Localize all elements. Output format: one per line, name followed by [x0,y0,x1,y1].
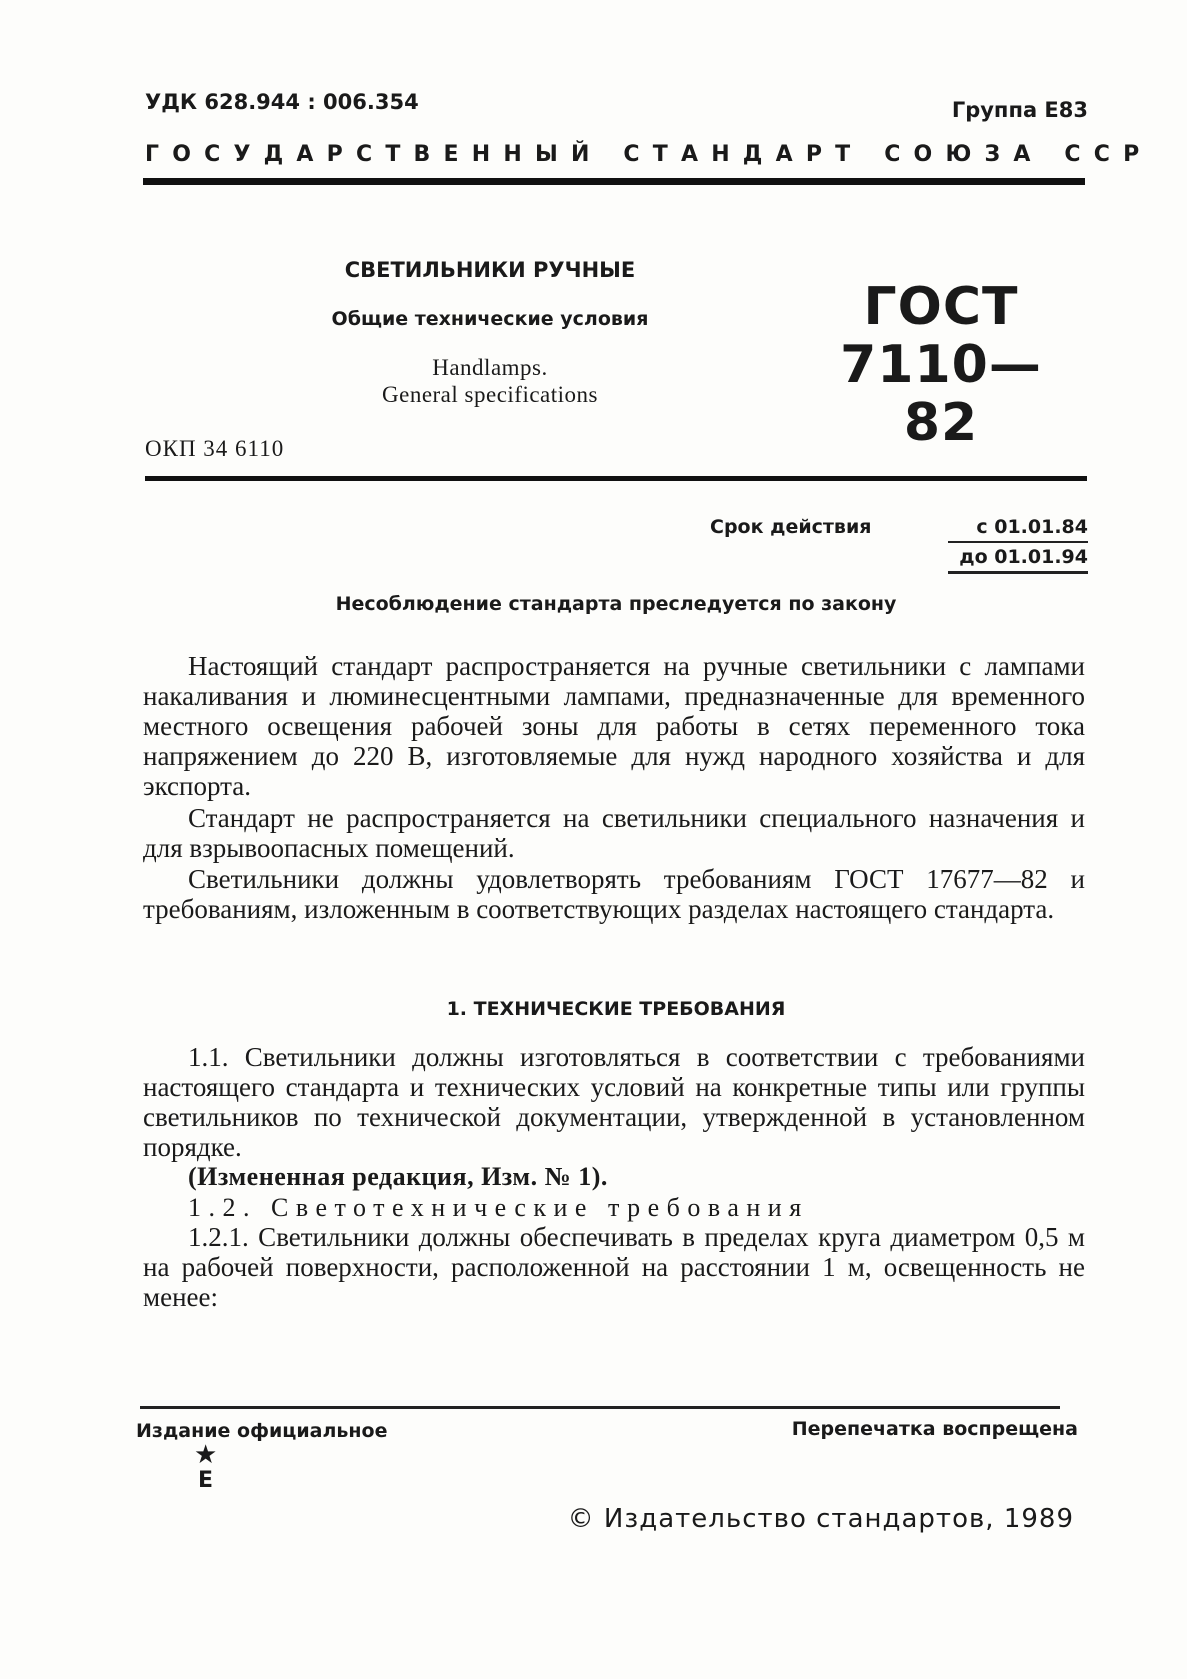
middle-rule-divider [145,476,1087,481]
clause-1-2-heading: 1.2. Светотехнические требования [188,1193,809,1222]
amended-edition-note: (Измененная редакция, Изм. № 1). [188,1162,608,1191]
document-subtitle: Общие технические условия [331,308,649,330]
validity-underline-to [948,571,1088,574]
legal-warning: Несоблюдение стандарта преследуется по закону [335,593,897,615]
gost-number: 7110—82 [840,335,1042,453]
state-standard-banner: ГОСУДАРСТВЕННЫЙ СТАНДАРТ СОЮЗА ССР [145,142,1153,167]
document-title: СВЕТИЛЬНИКИ РУЧНЫЕ [344,258,636,282]
edition-mark: Е [198,1468,214,1493]
star-icon: ★ [194,1440,218,1470]
official-edition-label: Издание официальное [136,1420,388,1442]
validity-underline-from [948,541,1088,543]
okp-code: ОКП 34 6110 [145,436,285,461]
validity-to: до 01.01.94 [959,546,1088,568]
publisher-copyright: © Издательство стандартов, 1989 [567,1504,1074,1534]
reprint-prohibited-label: Перепечатка воспрещена [791,1418,1078,1440]
gost-label: ГОСТ [863,277,1019,337]
udk-code: УДК 628.944 : 006.354 [145,90,419,114]
english-title-line2: General specifications [382,382,598,407]
top-rule-divider [143,178,1085,185]
clause-1-2-1: 1.2.1. Светильники должны обеспечивать в пределах круга диаметром 0,5 м на рабочей поверхности, расположенной на расстоянии 1 м, освещенность не менее: [143,1222,1085,1312]
section-heading-technical-requirements: 1. ТЕХНИЧЕСКИЕ ТРЕБОВАНИЯ [446,998,786,1020]
intro-paragraph-scope: Настоящий стандарт распространяется на ручные светильники с лампами накаливания и люминесцентными лампами, предназначенные для временного местного освещения рабочей зоны для работы в сетях переменного тока напряжением до 220 В, изготовляемые для нужд народного хозяйства и для экспорта. [143,651,1085,801]
gost-designation [826,278,1056,452]
intro-paragraph-requirements: Светильники должны удовлетворять требованиям ГОСТ 17677—82 и требованиям, изложенным в соответствующих разделах настоящего стандарта. [143,864,1085,924]
validity-from: с 01.01.84 [976,516,1088,538]
group-code: Группа Е83 [951,98,1088,122]
english-title-line1: Handlamps. [432,355,548,380]
intro-paragraph-exclusions: Стандарт не распространяется на светильники специального назначения и для взрывоопасных помещений. [143,803,1085,863]
english-title [170,354,810,408]
bottom-rule-divider [140,1406,1060,1409]
clause-1-1: 1.1. Светильники должны изготовляться в соответствии с требованиями настоящего стандарта и технических условий на конкретные типы или группы светильников по технической документации, утвержденной в установленном порядке. [143,1042,1085,1162]
validity-label: Срок действия [710,516,872,538]
